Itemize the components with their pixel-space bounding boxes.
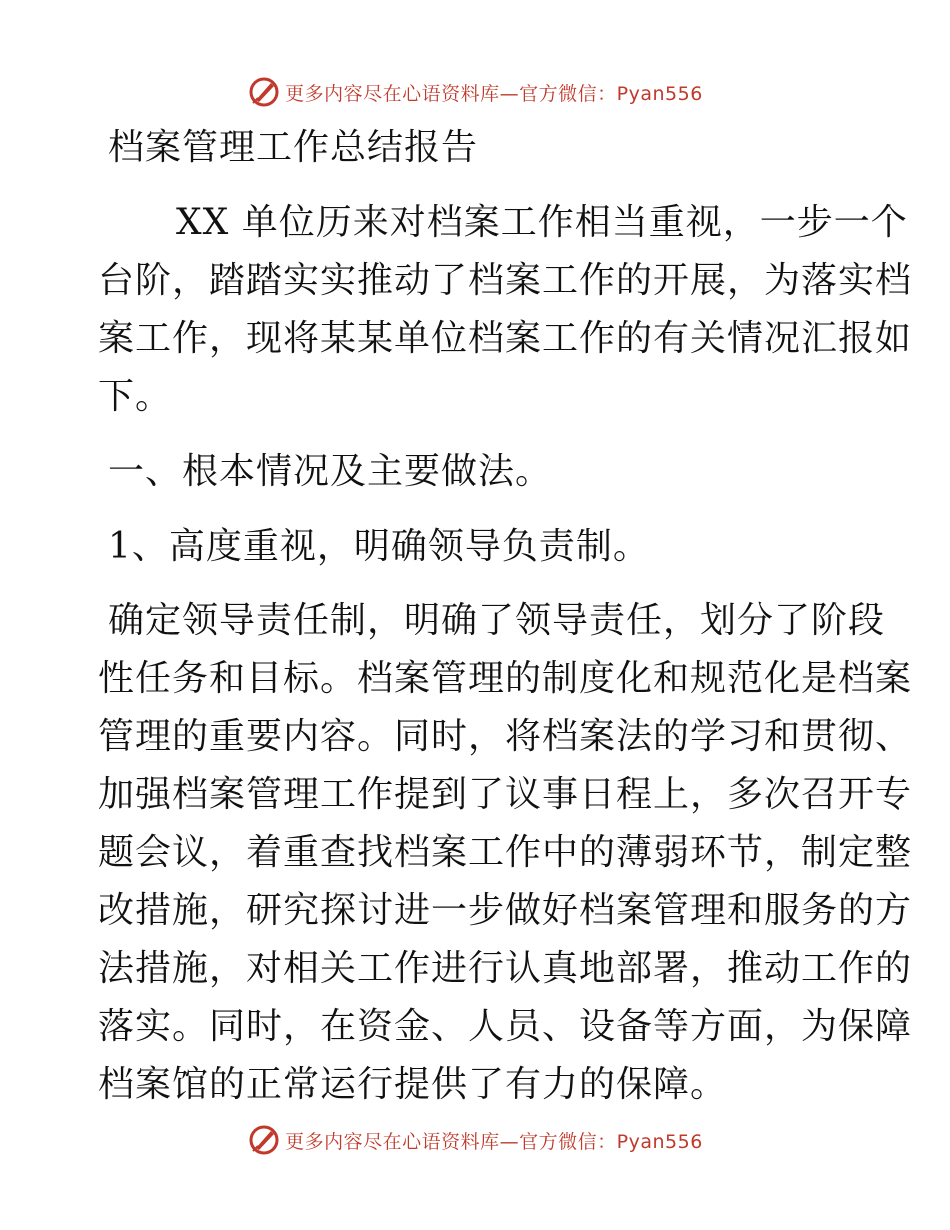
body-line: 落实。同时，在资金、人员、设备等方面，为保障 <box>98 1006 913 1047</box>
watermark-text: 更多内容尽在心语资料库—官方微信：Pyan556 <box>285 1130 703 1153</box>
body-line: 加强档案管理工作提到了议事日程上，多次召开专 <box>98 774 913 815</box>
body-line: 改措施，研究探讨进一步做好档案管理和服务的方 <box>98 890 913 931</box>
footer-watermark-banner <box>0 1118 950 1162</box>
intro-line: 案工作，现将某某单位档案工作的有关情况汇报如 <box>98 318 913 359</box>
intro-line: 台阶，踏踏实实推动了档案工作的开展，为落实档 <box>98 260 913 301</box>
section-heading: 一、根本情况及主要做法。 <box>108 451 553 492</box>
document-title: 档案管理工作总结报告 <box>108 127 479 168</box>
body-line: 性任务和目标。档案管理的制度化和规范化是档案 <box>98 658 913 699</box>
intro-line: XX 单位历来对档案工作相当重视，一步一个 <box>176 202 908 243</box>
header-watermark-banner <box>0 70 950 114</box>
quill-logo-icon <box>247 75 281 109</box>
body-line: 法措施，对相关工作进行认真地部署，推动工作的 <box>98 948 913 989</box>
watermark-text: 更多内容尽在心语资料库—官方微信：Pyan556 <box>285 82 703 105</box>
body-line: 管理的重要内容。同时，将档案法的学习和贯彻、 <box>98 716 913 757</box>
intro-line: 下。 <box>98 376 173 417</box>
body-line: 题会议，着重查找档案工作中的薄弱环节，制定整 <box>98 832 913 873</box>
body-line: 档案馆的正常运行提供了有力的保障。 <box>98 1064 728 1105</box>
quill-logo-icon <box>247 1123 281 1157</box>
body-line: 确定领导责任制，明确了领导责任，划分了阶段 <box>108 600 886 641</box>
subsection-heading: 1、高度重视，明确领导负责制。 <box>108 526 650 567</box>
